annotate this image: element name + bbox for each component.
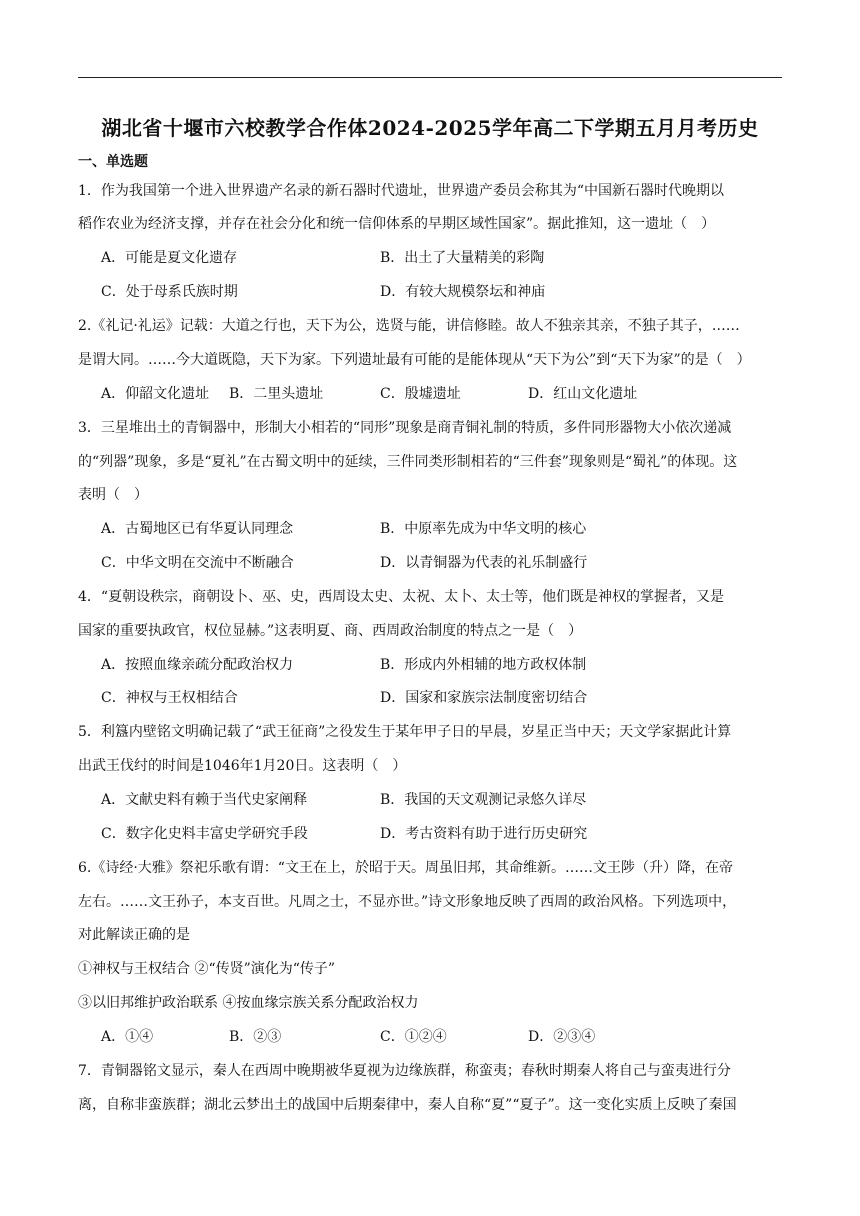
question-5-option-b: B．我国的天文观测记录悠久详尽	[380, 792, 587, 808]
question-2-line-1: 2.《礼记·礼运》记载：大道之行也，天下为公，选贤与能，讲信修睦。故人不独亲其亲，不独子其子，……	[78, 318, 740, 334]
question-5-line-2: 出武王伐纣的时间是1046年1月20日。这表明（ ）	[78, 758, 407, 774]
question-6-option-d: D．②③④	[528, 1029, 596, 1045]
question-4-line-1: 4．“夏朝设秩宗，商朝设卜、巫、史，西周设太史、太祝、太卜、太士等，他们既是神权的掌握者，又是	[78, 589, 725, 605]
question-4-option-c: C．神权与王权相结合	[101, 690, 238, 706]
question-6-option-a: A．①④	[101, 1029, 154, 1045]
section-heading: 一、单选题	[78, 154, 148, 170]
question-5-option-a: A．文献史料有赖于当代史家阐释	[101, 792, 308, 808]
question-4-option-a: A．按照血缘亲疏分配政治权力	[101, 657, 294, 673]
question-6-statement-2: ③以旧邦维护政治联系 ④按血缘宗族关系分配政治权力	[78, 995, 419, 1011]
question-1-option-a: A．可能是夏文化遗存	[101, 250, 238, 266]
question-2-option-b: B．二里头遗址	[229, 386, 324, 402]
question-1-line-2: 稻作农业为经济支撑，并存在社会分化和统一信仰体系的早期区域性国家”。据此推知，这一遗址（ ）	[78, 216, 716, 232]
question-1-option-d: D．有较大规模祭坛和神庙	[380, 284, 546, 300]
question-3-option-d: D．以青铜器为代表的礼乐制盛行	[380, 555, 588, 571]
question-7-line-2: 离，自称非蛮族群；湖北云梦出土的战国中后期秦律中，秦人自称“夏”“夏子”。这一变化实质上反映了秦国	[78, 1097, 737, 1113]
question-6-line-2: 左右。……文王孙子，本支百世。凡周之士，不显亦世。”诗文形象地反映了西周的政治风格。下列选项中，	[78, 894, 737, 910]
question-4-option-b: B．形成内外相辅的地方政权体制	[380, 657, 587, 673]
question-1-option-b: B．出土了大量精美的彩陶	[380, 250, 545, 266]
question-5-line-1: 5．利簋内壁铭文明确记载了“武王征商”之役发生于某年甲子日的早晨，岁星正当中天；天文学家据此计算	[78, 724, 732, 740]
question-3-option-c: C．中华文明在交流中不断融合	[101, 555, 294, 571]
question-3-line-1: 3．三星堆出土的青铜器中，形制大小相若的“同形”现象是商青铜礼制的特质，多件同形器物大小依次递减	[78, 420, 732, 436]
question-2-line-2: 是谓大同。……今大道既隐，天下为家。下列遗址最有可能的是能体现从“天下为公”到“天下为家”的是（ ）	[78, 352, 751, 368]
question-7-line-1: 7．青铜器铭文显示，秦人在西周中晚期被华夏视为边缘族群，称蛮夷；春秋时期秦人将自己与蛮夷进行分	[78, 1063, 731, 1079]
question-3-option-b: B．中原率先成为中华文明的核心	[380, 521, 587, 537]
question-2-option-d: D．红山文化遗址	[528, 386, 638, 402]
question-1-option-c: C．处于母系氏族时期	[101, 284, 238, 300]
question-3-line-3: 表明（ ）	[78, 487, 148, 503]
question-6-option-c: C．①②④	[380, 1029, 447, 1045]
question-2-option-c: C．殷墟遗址	[380, 386, 461, 402]
header-rule	[78, 77, 782, 78]
question-6-option-b: B．②③	[229, 1029, 282, 1045]
question-6-statement-1: ①神权与王权结合 ②“传贤”演化为“传子”	[78, 961, 336, 977]
question-6-line-1: 6.《诗经·大雅》祭祀乐歌有谓：“文王在上，於昭于天。周虽旧邦，其命维新。……文王陟（升）降，在帝	[78, 860, 733, 876]
question-4-option-d: D．国家和家族宗法制度密切结合	[380, 690, 588, 706]
question-5-option-c: C．数字化史料丰富史学研究手段	[101, 826, 308, 842]
question-1-line-1: 1．作为我国第一个进入世界遗产名录的新石器时代遗址，世界遗产委员会称其为“中国新石器时代晚期以	[78, 183, 725, 199]
question-4-line-2: 国家的重要执政官，权位显赫。”这表明夏、商、西周政治制度的特点之一是（ ）	[78, 623, 583, 639]
question-3-line-2: 的“列器”现象，多是“夏礼”在古蜀文明中的延续，三件同类形制相若的“三件套”现象则是“蜀礼”的体现。这	[78, 454, 738, 470]
question-3-option-a: A．古蜀地区已有华夏认同理念	[101, 521, 294, 537]
question-6-line-3: 对此解读正确的是	[78, 927, 190, 943]
question-5-option-d: D．考古资料有助于进行历史研究	[380, 826, 588, 842]
question-2-option-a: A．仰韶文化遗址	[101, 386, 210, 402]
page-title: 湖北省十堰市六校教学合作体2024-2025学年高二下学期五月月考历史	[101, 116, 759, 140]
